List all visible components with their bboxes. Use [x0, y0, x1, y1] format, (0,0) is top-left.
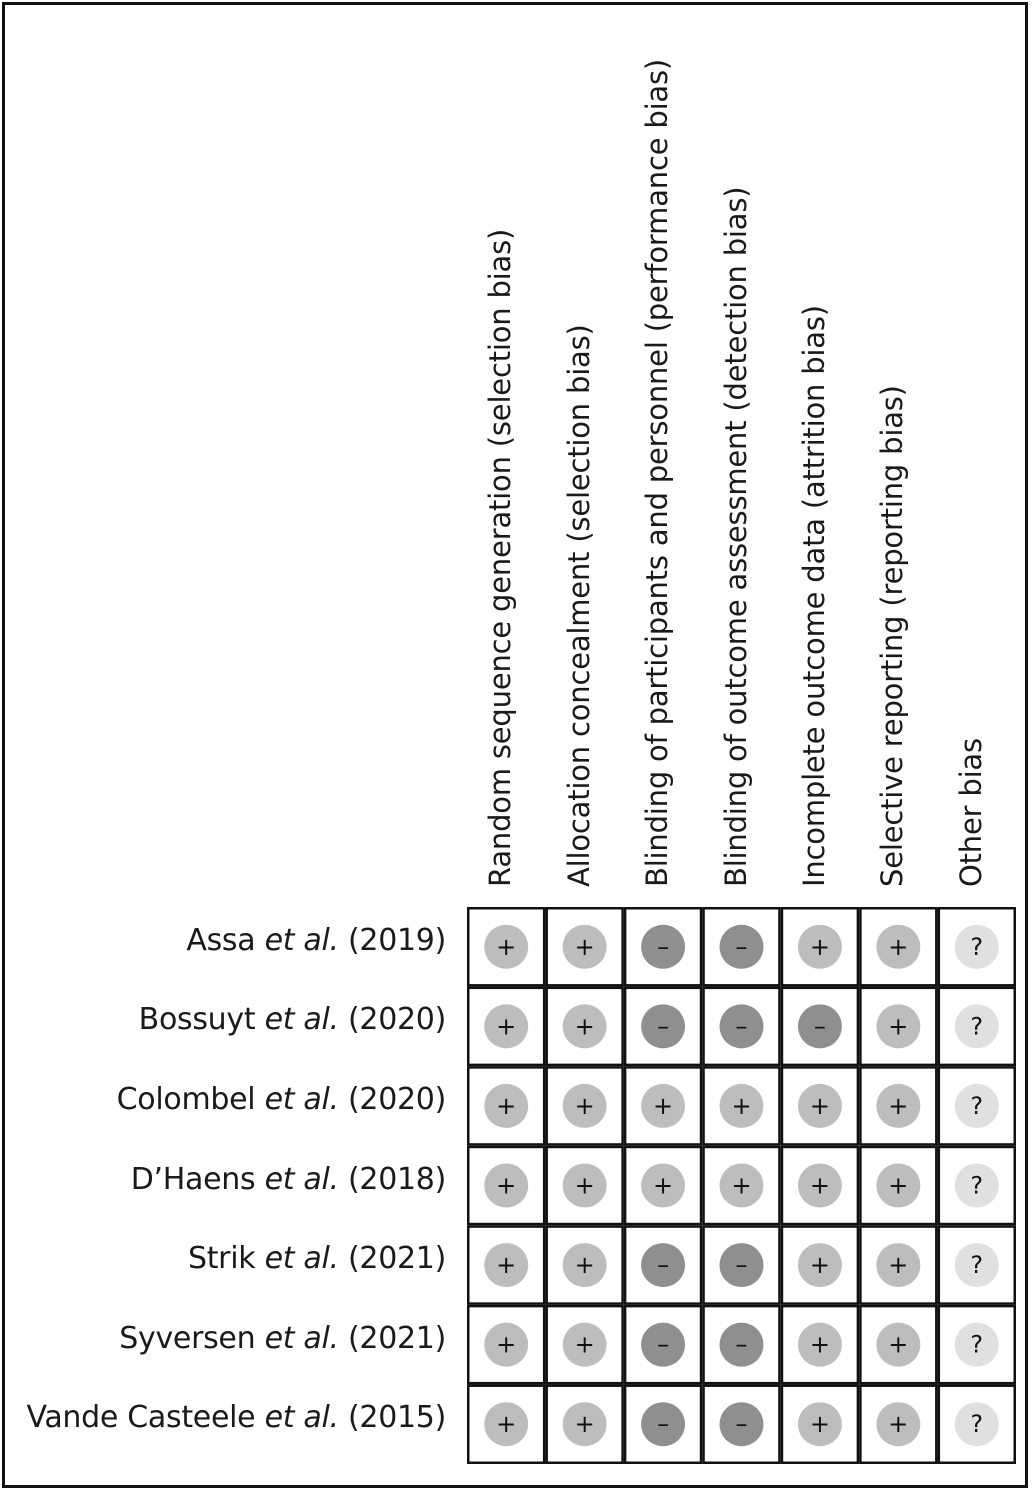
- figure-frame: [2, 2, 1028, 1488]
- risk-symbol: +: [574, 1251, 595, 1280]
- risk-symbol: +: [888, 1012, 909, 1041]
- risk-symbol: +: [496, 1171, 517, 1200]
- study-etal: et al.: [264, 1081, 339, 1117]
- risk-symbol: –: [735, 1012, 748, 1041]
- risk-symbol: +: [574, 1012, 595, 1041]
- risk-symbol: +: [574, 1171, 595, 1200]
- risk-symbol: –: [657, 1012, 670, 1041]
- risk-symbol: +: [888, 1251, 909, 1280]
- risk-symbol: +: [653, 1091, 674, 1120]
- risk-symbol: +: [496, 1091, 517, 1120]
- column-header-label: Allocation concealment (selection bias): [561, 324, 596, 887]
- risk-symbol: +: [809, 932, 830, 961]
- risk-symbol: –: [657, 932, 670, 961]
- study-etal: et al.: [264, 922, 339, 958]
- risk-symbol: +: [888, 1330, 909, 1359]
- study-label: [5, 1002, 446, 1037]
- study-etal: et al.: [264, 1320, 339, 1356]
- study-label: [5, 1082, 446, 1117]
- risk-symbol: +: [888, 1410, 909, 1439]
- column-header-label: Incomplete outcome data (attrition bias): [796, 305, 831, 887]
- study-etal: et al.: [264, 1241, 339, 1277]
- risk-symbol: +: [574, 1091, 595, 1120]
- risk-symbol: –: [657, 1330, 670, 1359]
- study-label: [5, 1400, 446, 1435]
- study-author: Syversen: [119, 1320, 256, 1356]
- risk-symbol: +: [809, 1330, 830, 1359]
- risk-symbol: +: [809, 1171, 830, 1200]
- risk-symbol: –: [735, 1330, 748, 1359]
- study-author: Bossuyt: [138, 1002, 256, 1038]
- risk-symbol: +: [496, 1330, 517, 1359]
- risk-symbol: ?: [970, 932, 984, 961]
- risk-symbol: ?: [970, 1091, 984, 1120]
- column-header-label: Selective reporting (reporting bias): [875, 385, 910, 887]
- risk-symbol: –: [657, 1410, 670, 1439]
- risk-symbol: +: [809, 1091, 830, 1120]
- study-year: (2020): [348, 1081, 446, 1117]
- risk-symbol: +: [496, 1410, 517, 1439]
- risk-symbol: –: [735, 1251, 748, 1280]
- study-author: Colombel: [116, 1081, 256, 1117]
- risk-symbol: +: [653, 1171, 674, 1200]
- risk-symbol: –: [735, 1410, 748, 1439]
- study-label: [5, 1241, 446, 1276]
- study-etal: et al.: [264, 1002, 339, 1038]
- risk-symbol: +: [809, 1410, 830, 1439]
- column-header-label: Blinding of outcome assessment (detection bias): [718, 186, 753, 887]
- study-label: [5, 1321, 446, 1356]
- column-header-label: Blinding of participants and personnel (performance bias): [640, 58, 675, 887]
- risk-symbol: ?: [970, 1012, 984, 1041]
- study-author: Strik: [187, 1241, 256, 1277]
- study-author: Vande Casteele: [26, 1400, 256, 1436]
- risk-symbol: ?: [970, 1410, 984, 1439]
- risk-symbol: –: [735, 932, 748, 961]
- study-year: (2015): [348, 1400, 446, 1436]
- grid-svg: [467, 907, 1016, 1464]
- risk-symbol: +: [809, 1251, 830, 1280]
- risk-symbol: ?: [970, 1171, 984, 1200]
- column-header-label: Other bias: [953, 738, 988, 887]
- risk-symbol: +: [888, 932, 909, 961]
- column-header-label: Random sequence generation (selection bias): [483, 228, 518, 887]
- study-year: (2021): [348, 1320, 446, 1356]
- risk-symbol: +: [574, 1330, 595, 1359]
- study-year: (2019): [348, 922, 446, 958]
- study-author: Assa: [186, 922, 256, 958]
- risk-symbol: +: [574, 1410, 595, 1439]
- study-label: [5, 923, 446, 958]
- risk-symbol: –: [657, 1251, 670, 1280]
- study-year: (2020): [348, 1002, 446, 1038]
- risk-symbol: +: [731, 1091, 752, 1120]
- risk-symbol: +: [496, 932, 517, 961]
- risk-symbol: +: [731, 1171, 752, 1200]
- study-etal: et al.: [264, 1400, 339, 1436]
- risk-symbol: +: [574, 932, 595, 961]
- risk-symbol: ?: [970, 1251, 984, 1280]
- study-etal: et al.: [264, 1161, 339, 1197]
- study-year: (2021): [348, 1241, 446, 1277]
- study-author: D’Haens: [130, 1161, 256, 1197]
- risk-symbol: ?: [970, 1330, 984, 1359]
- risk-symbol: +: [888, 1091, 909, 1120]
- risk-symbol: –: [813, 1012, 826, 1041]
- risk-of-bias-grid: [467, 907, 1016, 1464]
- risk-symbol: +: [888, 1171, 909, 1200]
- risk-symbol: +: [496, 1251, 517, 1280]
- risk-symbol: +: [496, 1012, 517, 1041]
- study-year: (2018): [348, 1161, 446, 1197]
- study-label: [5, 1162, 446, 1197]
